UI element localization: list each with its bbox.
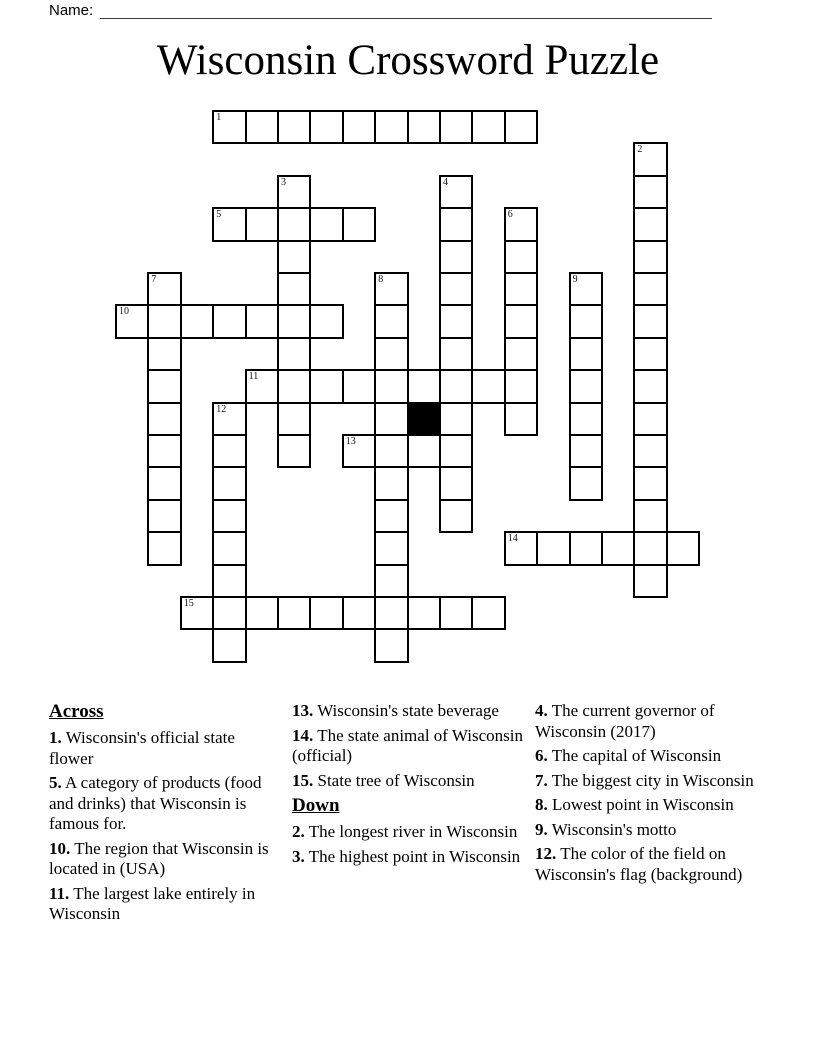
grid-cell bbox=[439, 110, 473, 144]
clue-column-3 bbox=[535, 701, 768, 929]
grid-cell bbox=[601, 531, 635, 565]
grid-cell bbox=[212, 466, 246, 500]
clue-across-13: 13. Wisconsin's state beverage bbox=[292, 701, 499, 720]
grid-cell bbox=[439, 434, 473, 468]
grid-cell bbox=[245, 596, 279, 630]
grid-cell bbox=[569, 402, 603, 436]
grid-cell bbox=[633, 369, 667, 403]
grid-cell bbox=[245, 207, 279, 241]
grid-cell bbox=[407, 369, 441, 403]
clue-down-7: 7. The biggest city in Wisconsin bbox=[535, 770, 754, 790]
grid-cell bbox=[277, 207, 311, 241]
grid-cell bbox=[374, 466, 408, 500]
grid-cell bbox=[633, 337, 667, 371]
grid-cell bbox=[439, 596, 473, 630]
grid-cell bbox=[439, 240, 473, 274]
grid-cell bbox=[277, 272, 311, 306]
grid-cell bbox=[212, 434, 246, 468]
grid-cell bbox=[147, 466, 181, 500]
grid-cell bbox=[633, 434, 667, 468]
grid-cell bbox=[309, 110, 343, 144]
grid-cell bbox=[504, 110, 538, 144]
grid-cell bbox=[147, 337, 181, 371]
grid-cell bbox=[439, 337, 473, 371]
grid-cell bbox=[569, 337, 603, 371]
grid-cell bbox=[407, 434, 441, 468]
clue-number: 12. bbox=[535, 844, 557, 863]
grid-cell bbox=[147, 402, 181, 436]
grid-cell bbox=[633, 207, 667, 241]
grid-cell bbox=[504, 402, 538, 436]
grid-cell bbox=[309, 369, 343, 403]
grid-cell bbox=[277, 175, 311, 209]
clue-across-15: 15. State tree of Wisconsin bbox=[292, 770, 475, 790]
grid-cell bbox=[277, 369, 311, 403]
clue-down-4: 4. The current governor of Wisconsin (2017) bbox=[535, 701, 715, 741]
grid-cell bbox=[212, 499, 246, 533]
clue-number: 10. bbox=[49, 838, 71, 858]
grid-cell bbox=[504, 272, 538, 306]
grid-cell bbox=[504, 531, 538, 565]
grid-cell-black bbox=[407, 402, 441, 436]
clue-column-2 bbox=[292, 701, 525, 929]
cell-number: 2 bbox=[637, 144, 643, 156]
grid-cell bbox=[569, 304, 603, 338]
grid-cell bbox=[245, 369, 279, 403]
clue-number: 11. bbox=[49, 883, 70, 903]
clue-down-9: 9. Wisconsin's motto bbox=[535, 819, 677, 839]
grid-cell bbox=[374, 564, 408, 598]
grid-cell bbox=[374, 596, 408, 630]
grid-cell bbox=[504, 304, 538, 338]
cell-number: 3 bbox=[281, 176, 286, 188]
grid-cell bbox=[147, 369, 181, 403]
grid-cell bbox=[147, 304, 181, 338]
grid-cell bbox=[277, 434, 311, 468]
grid-cell bbox=[342, 369, 376, 403]
grid-cell bbox=[277, 304, 311, 338]
grid-cell bbox=[342, 207, 376, 241]
cell-number: 1 bbox=[216, 112, 222, 123]
grid-cell bbox=[569, 531, 603, 565]
grid-cell bbox=[309, 304, 343, 338]
clue-column-1 bbox=[49, 701, 282, 929]
grid-cell bbox=[180, 596, 214, 630]
grid-cell bbox=[504, 337, 538, 371]
clues-section bbox=[49, 701, 768, 929]
grid-cell bbox=[633, 466, 667, 500]
grid-cell bbox=[407, 596, 441, 630]
grid-cell bbox=[407, 110, 441, 144]
grid-cell bbox=[504, 369, 538, 403]
grid-cell bbox=[212, 531, 246, 565]
grid-cell bbox=[374, 531, 408, 565]
grid-cell bbox=[633, 499, 667, 533]
grid-cell bbox=[212, 207, 246, 241]
grid-cell bbox=[277, 240, 311, 274]
clue-number: 5. bbox=[49, 773, 62, 792]
clue-number: 1. bbox=[49, 728, 62, 747]
grid-cell bbox=[633, 402, 667, 436]
grid-cell bbox=[277, 337, 311, 371]
cell-number: 12 bbox=[216, 403, 227, 415]
grid-cell bbox=[212, 402, 246, 436]
grid-cell bbox=[245, 304, 279, 338]
clue-number: 15. bbox=[292, 770, 314, 790]
clue-down-12: 12. The color of the field on Wisconsin's flag (background) bbox=[535, 844, 743, 884]
grid-cell bbox=[374, 499, 408, 533]
grid-cell bbox=[439, 402, 473, 436]
grid-cell bbox=[439, 175, 473, 209]
grid-cell bbox=[147, 531, 181, 565]
clue-number: 2. bbox=[292, 822, 305, 841]
cell-number: 7 bbox=[151, 274, 157, 285]
page-title: Wisconsin Crossword Puzzle bbox=[156, 37, 660, 84]
grid-cell bbox=[374, 110, 408, 144]
grid-cell bbox=[212, 564, 246, 598]
cell-number: 13 bbox=[345, 436, 356, 447]
across-header: Across bbox=[49, 701, 104, 722]
clue-number: 14. bbox=[292, 725, 314, 745]
grid-cell bbox=[439, 304, 473, 338]
cell-number: 11 bbox=[248, 371, 259, 383]
grid-cell bbox=[212, 110, 246, 144]
grid-cell bbox=[666, 531, 700, 565]
grid-cell bbox=[245, 110, 279, 144]
name-blank-line bbox=[100, 3, 712, 19]
grid-cell bbox=[471, 369, 505, 403]
grid-cell bbox=[439, 369, 473, 403]
clue-across-5: 5. A category of products (food and drinks) that Wisconsin is famous for. bbox=[49, 773, 262, 833]
grid-cell bbox=[374, 272, 408, 306]
down-header: Down bbox=[292, 795, 340, 816]
grid-cell bbox=[147, 499, 181, 533]
clue-down-2: 2. The longest river in Wisconsin bbox=[292, 822, 518, 841]
grid-cell bbox=[374, 628, 408, 662]
grid-cell bbox=[439, 466, 473, 500]
cell-number: 10 bbox=[119, 306, 129, 318]
grid-cell bbox=[633, 564, 667, 598]
grid-cell bbox=[309, 596, 343, 630]
grid-cell bbox=[569, 434, 603, 468]
clue-down-8: 8. Lowest point in Wisconsin bbox=[535, 795, 734, 814]
grid-cell bbox=[633, 142, 667, 176]
grid-cell bbox=[309, 207, 343, 241]
grid-cell bbox=[374, 337, 408, 371]
cell-number: 8 bbox=[378, 274, 384, 285]
clue-across-14: 14. The state animal of Wisconsin (official) bbox=[292, 725, 523, 765]
grid-cell bbox=[569, 369, 603, 403]
grid-cell bbox=[147, 272, 181, 306]
cell-number: 4 bbox=[443, 176, 448, 188]
cell-number: 14 bbox=[507, 533, 518, 545]
clue-number: 4. bbox=[535, 701, 548, 720]
grid-cell bbox=[633, 272, 667, 306]
clue-number: 3. bbox=[292, 846, 305, 866]
grid-cell bbox=[342, 596, 376, 630]
clue-number: 13. bbox=[292, 701, 314, 720]
cell-number: 9 bbox=[572, 274, 578, 285]
grid-cell bbox=[439, 207, 473, 241]
clue-number: 9. bbox=[535, 819, 548, 839]
grid-cell bbox=[212, 304, 246, 338]
grid-cell bbox=[633, 531, 667, 565]
grid-cell bbox=[569, 272, 603, 306]
grid-cell bbox=[504, 240, 538, 274]
grid-cell bbox=[439, 272, 473, 306]
grid-cell bbox=[536, 531, 570, 565]
grid-cell bbox=[277, 596, 311, 630]
name-label: Name: bbox=[49, 2, 94, 19]
grid-cell bbox=[342, 110, 376, 144]
clue-across-1: 1. Wisconsin's official state flower bbox=[49, 728, 235, 768]
clue-down-6: 6. The capital of Wisconsin bbox=[535, 746, 722, 765]
grid-cell bbox=[115, 304, 149, 338]
grid-cell bbox=[569, 466, 603, 500]
clue-number: 8. bbox=[535, 795, 548, 814]
clue-number: 6. bbox=[535, 746, 548, 765]
grid-cell bbox=[342, 434, 376, 468]
clue-across-11: 11. The largest lake entirely in Wisconsin bbox=[49, 883, 256, 923]
cell-number: 5 bbox=[216, 209, 222, 221]
grid-cell bbox=[180, 304, 214, 338]
grid-cell bbox=[212, 628, 246, 662]
grid-cell bbox=[374, 369, 408, 403]
grid-cell bbox=[633, 175, 667, 209]
grid-cell bbox=[277, 110, 311, 144]
grid-cell bbox=[439, 499, 473, 533]
grid-cell bbox=[212, 596, 246, 630]
clue-down-3: 3. The highest point in Wisconsin bbox=[292, 846, 521, 866]
grid-cell bbox=[147, 434, 181, 468]
grid-cell bbox=[374, 434, 408, 468]
grid-cell bbox=[633, 304, 667, 338]
grid-cell bbox=[374, 304, 408, 338]
grid-cell bbox=[471, 110, 505, 144]
cell-number: 6 bbox=[507, 209, 513, 221]
cell-number: 15 bbox=[183, 598, 194, 609]
clue-number: 7. bbox=[535, 770, 548, 790]
grid-cell bbox=[374, 402, 408, 436]
grid-cell bbox=[277, 402, 311, 436]
name-row bbox=[49, 2, 712, 19]
grid-cell bbox=[504, 207, 538, 241]
grid-cell bbox=[633, 240, 667, 274]
grid-cell bbox=[471, 596, 505, 630]
clue-across-10: 10. The region that Wisconsin is located in (USA) bbox=[49, 838, 269, 878]
